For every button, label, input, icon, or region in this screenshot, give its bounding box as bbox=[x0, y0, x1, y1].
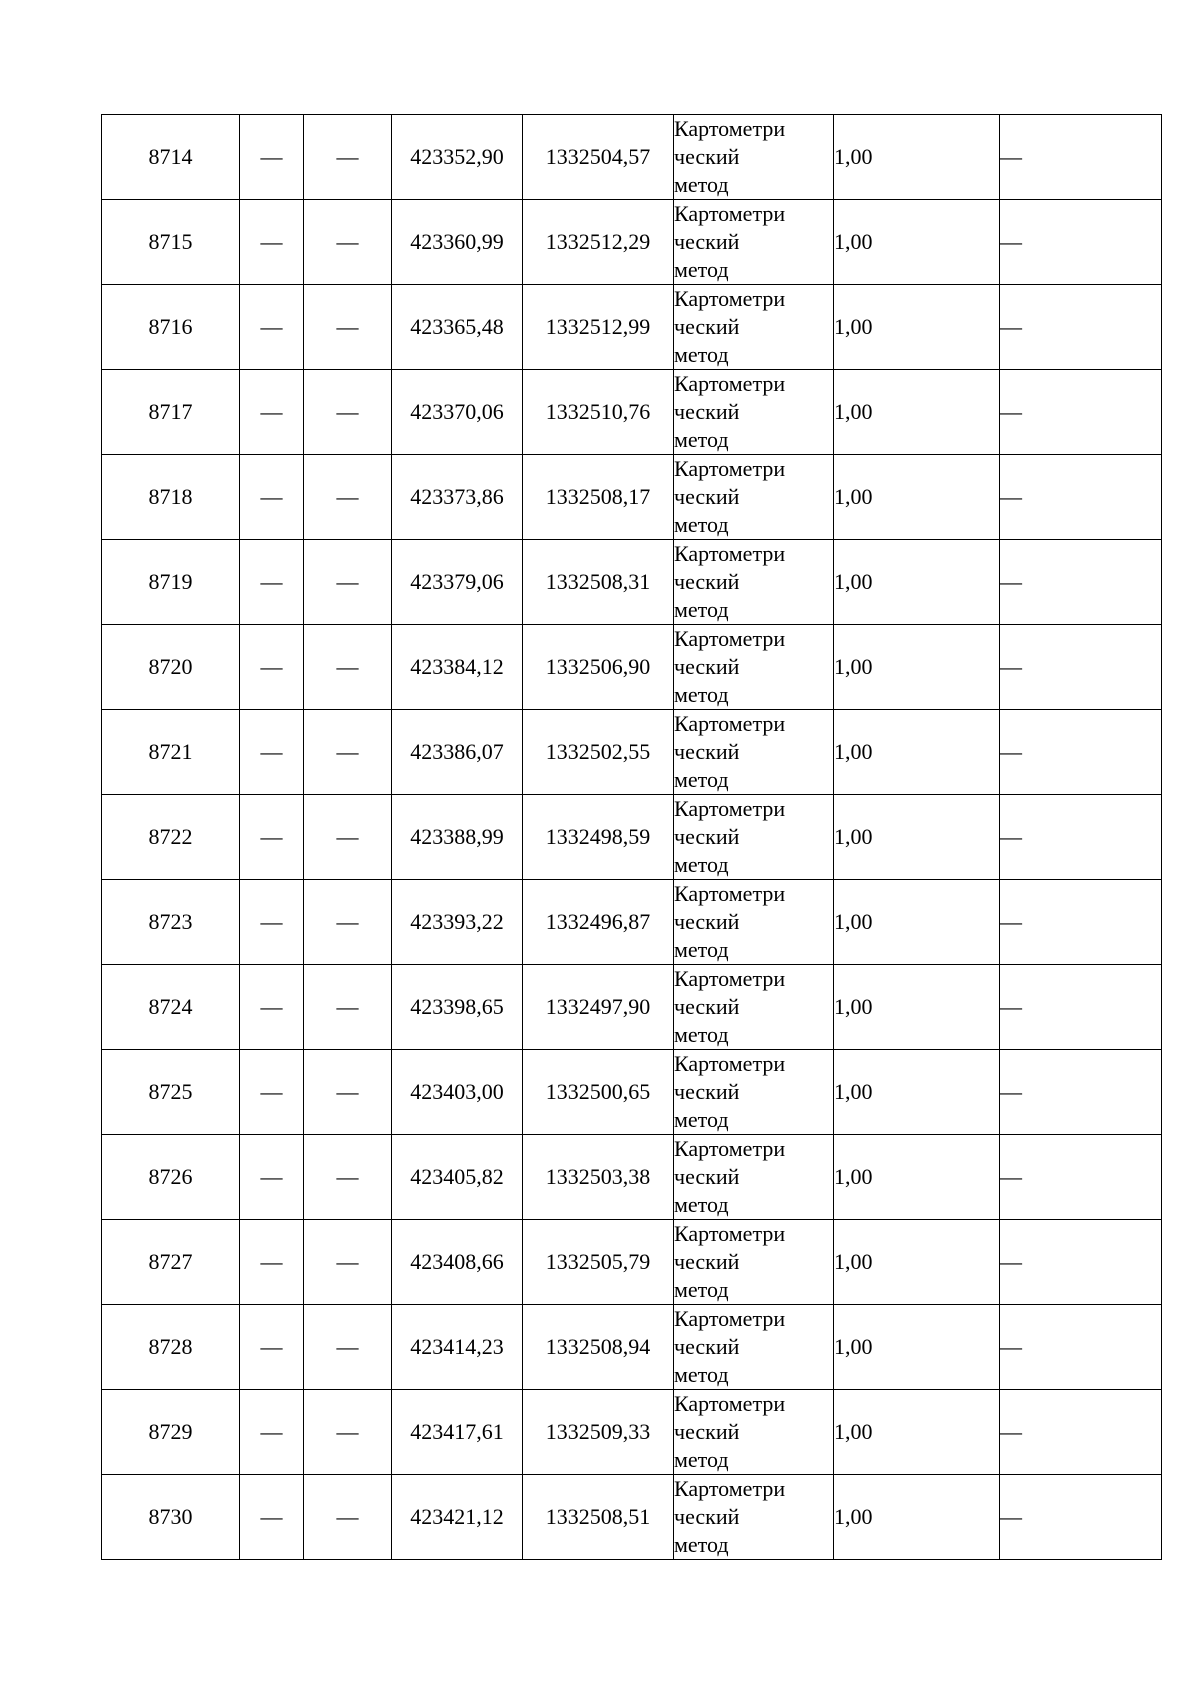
method-line: метод bbox=[674, 852, 729, 877]
point-number-cell: 8722 bbox=[102, 795, 240, 880]
method-cell bbox=[674, 1305, 834, 1390]
empty-cell: — bbox=[1000, 370, 1162, 455]
x-coordinate-cell: 423421,12 bbox=[392, 1475, 523, 1560]
point-number-cell: 8728 bbox=[102, 1305, 240, 1390]
table-row bbox=[102, 370, 1162, 455]
empty-cell: — bbox=[1000, 1390, 1162, 1475]
empty-cell: — bbox=[240, 200, 304, 285]
accuracy-cell: 1,00 bbox=[834, 965, 1000, 1050]
method-cell bbox=[674, 1220, 834, 1305]
method-line: метод bbox=[674, 1277, 729, 1302]
method-line: метод bbox=[674, 1532, 729, 1557]
empty-cell: — bbox=[240, 115, 304, 200]
y-coordinate-cell: 1332503,38 bbox=[523, 1135, 674, 1220]
accuracy-cell: 1,00 bbox=[834, 625, 1000, 710]
empty-cell: — bbox=[304, 880, 392, 965]
coordinates-table bbox=[101, 114, 1162, 1560]
y-coordinate-cell: 1332505,79 bbox=[523, 1220, 674, 1305]
point-number-cell: 8729 bbox=[102, 1390, 240, 1475]
method-line: ческий bbox=[674, 1249, 740, 1274]
x-coordinate-cell: 423417,61 bbox=[392, 1390, 523, 1475]
point-number-cell: 8720 bbox=[102, 625, 240, 710]
method-line: метод bbox=[674, 1022, 729, 1047]
empty-cell: — bbox=[1000, 1475, 1162, 1560]
method-cell bbox=[674, 285, 834, 370]
point-number-cell: 8723 bbox=[102, 880, 240, 965]
accuracy-cell: 1,00 bbox=[834, 455, 1000, 540]
table-row bbox=[102, 540, 1162, 625]
method-line: Картометри bbox=[674, 796, 786, 821]
x-coordinate-cell: 423352,90 bbox=[392, 115, 523, 200]
point-number-cell: 8721 bbox=[102, 710, 240, 795]
empty-cell: — bbox=[304, 965, 392, 1050]
empty-cell: — bbox=[1000, 540, 1162, 625]
empty-cell: — bbox=[240, 880, 304, 965]
point-number-cell: 8716 bbox=[102, 285, 240, 370]
method-line: Картометри bbox=[674, 881, 786, 906]
method-cell bbox=[674, 540, 834, 625]
point-number-cell: 8719 bbox=[102, 540, 240, 625]
method-line: метод bbox=[674, 937, 729, 962]
empty-cell: — bbox=[240, 1050, 304, 1135]
empty-cell: — bbox=[1000, 1135, 1162, 1220]
empty-cell: — bbox=[304, 625, 392, 710]
accuracy-cell: 1,00 bbox=[834, 115, 1000, 200]
method-line: ческий bbox=[674, 399, 740, 424]
method-line: метод bbox=[674, 342, 729, 367]
table-row bbox=[102, 200, 1162, 285]
accuracy-cell: 1,00 bbox=[834, 1135, 1000, 1220]
method-line: Картометри bbox=[674, 541, 786, 566]
empty-cell: — bbox=[304, 710, 392, 795]
empty-cell: — bbox=[240, 1475, 304, 1560]
method-cell bbox=[674, 115, 834, 200]
method-cell bbox=[674, 370, 834, 455]
y-coordinate-cell: 1332512,99 bbox=[523, 285, 674, 370]
method-line: ческий bbox=[674, 484, 740, 509]
empty-cell: — bbox=[304, 455, 392, 540]
table-row bbox=[102, 880, 1162, 965]
method-cell bbox=[674, 965, 834, 1050]
method-cell bbox=[674, 1135, 834, 1220]
method-cell bbox=[674, 880, 834, 965]
point-number-cell: 8715 bbox=[102, 200, 240, 285]
empty-cell: — bbox=[1000, 285, 1162, 370]
empty-cell: — bbox=[304, 1475, 392, 1560]
table-row bbox=[102, 965, 1162, 1050]
x-coordinate-cell: 423405,82 bbox=[392, 1135, 523, 1220]
empty-cell: — bbox=[304, 200, 392, 285]
y-coordinate-cell: 1332508,94 bbox=[523, 1305, 674, 1390]
empty-cell: — bbox=[240, 1135, 304, 1220]
accuracy-cell: 1,00 bbox=[834, 285, 1000, 370]
y-coordinate-cell: 1332508,51 bbox=[523, 1475, 674, 1560]
method-line: метод bbox=[674, 1107, 729, 1132]
point-number-cell: 8714 bbox=[102, 115, 240, 200]
table-row bbox=[102, 455, 1162, 540]
empty-cell: — bbox=[304, 540, 392, 625]
method-cell bbox=[674, 455, 834, 540]
method-line: ческий bbox=[674, 994, 740, 1019]
x-coordinate-cell: 423373,86 bbox=[392, 455, 523, 540]
y-coordinate-cell: 1332508,17 bbox=[523, 455, 674, 540]
y-coordinate-cell: 1332497,90 bbox=[523, 965, 674, 1050]
method-line: ческий bbox=[674, 1164, 740, 1189]
y-coordinate-cell: 1332508,31 bbox=[523, 540, 674, 625]
x-coordinate-cell: 423393,22 bbox=[392, 880, 523, 965]
method-line: метод bbox=[674, 767, 729, 792]
method-line: метод bbox=[674, 257, 729, 282]
y-coordinate-cell: 1332500,65 bbox=[523, 1050, 674, 1135]
method-line: метод bbox=[674, 682, 729, 707]
method-line: Картометри bbox=[674, 1221, 786, 1246]
method-line: ческий bbox=[674, 1079, 740, 1104]
empty-cell: — bbox=[240, 370, 304, 455]
method-line: ческий bbox=[674, 1419, 740, 1444]
x-coordinate-cell: 423398,65 bbox=[392, 965, 523, 1050]
method-cell bbox=[674, 1390, 834, 1475]
empty-cell: — bbox=[1000, 710, 1162, 795]
x-coordinate-cell: 423403,00 bbox=[392, 1050, 523, 1135]
empty-cell: — bbox=[240, 285, 304, 370]
method-line: Картометри bbox=[674, 286, 786, 311]
method-line: Картометри bbox=[674, 1476, 786, 1501]
accuracy-cell: 1,00 bbox=[834, 200, 1000, 285]
y-coordinate-cell: 1332510,76 bbox=[523, 370, 674, 455]
x-coordinate-cell: 423414,23 bbox=[392, 1305, 523, 1390]
table-body bbox=[102, 115, 1162, 1560]
method-line: ческий bbox=[674, 1504, 740, 1529]
y-coordinate-cell: 1332502,55 bbox=[523, 710, 674, 795]
empty-cell: — bbox=[240, 455, 304, 540]
table-row bbox=[102, 625, 1162, 710]
method-line: метод bbox=[674, 1192, 729, 1217]
method-line: ческий bbox=[674, 229, 740, 254]
empty-cell: — bbox=[1000, 115, 1162, 200]
method-cell bbox=[674, 710, 834, 795]
empty-cell: — bbox=[1000, 625, 1162, 710]
y-coordinate-cell: 1332496,87 bbox=[523, 880, 674, 965]
empty-cell: — bbox=[1000, 200, 1162, 285]
x-coordinate-cell: 423365,48 bbox=[392, 285, 523, 370]
accuracy-cell: 1,00 bbox=[834, 540, 1000, 625]
method-line: ческий bbox=[674, 144, 740, 169]
empty-cell: — bbox=[304, 1220, 392, 1305]
accuracy-cell: 1,00 bbox=[834, 1220, 1000, 1305]
x-coordinate-cell: 423370,06 bbox=[392, 370, 523, 455]
table-row bbox=[102, 1475, 1162, 1560]
method-line: Картометри bbox=[674, 1391, 786, 1416]
method-line: Картометри bbox=[674, 201, 786, 226]
method-line: ческий bbox=[674, 739, 740, 764]
method-line: метод bbox=[674, 1362, 729, 1387]
empty-cell: — bbox=[1000, 455, 1162, 540]
empty-cell: — bbox=[1000, 1050, 1162, 1135]
method-line: метод bbox=[674, 512, 729, 537]
table-row bbox=[102, 1135, 1162, 1220]
x-coordinate-cell: 423386,07 bbox=[392, 710, 523, 795]
accuracy-cell: 1,00 bbox=[834, 1475, 1000, 1560]
method-cell bbox=[674, 795, 834, 880]
method-line: Картометри bbox=[674, 456, 786, 481]
accuracy-cell: 1,00 bbox=[834, 1050, 1000, 1135]
method-line: Картометри bbox=[674, 1051, 786, 1076]
empty-cell: — bbox=[240, 540, 304, 625]
empty-cell: — bbox=[240, 710, 304, 795]
empty-cell: — bbox=[1000, 1220, 1162, 1305]
table-row bbox=[102, 1050, 1162, 1135]
accuracy-cell: 1,00 bbox=[834, 880, 1000, 965]
method-line: Картометри bbox=[674, 1306, 786, 1331]
method-line: Картометри bbox=[674, 116, 786, 141]
accuracy-cell: 1,00 bbox=[834, 795, 1000, 880]
table-row bbox=[102, 1305, 1162, 1390]
empty-cell: — bbox=[240, 965, 304, 1050]
y-coordinate-cell: 1332509,33 bbox=[523, 1390, 674, 1475]
empty-cell: — bbox=[240, 1390, 304, 1475]
empty-cell: — bbox=[304, 795, 392, 880]
method-cell bbox=[674, 625, 834, 710]
x-coordinate-cell: 423384,12 bbox=[392, 625, 523, 710]
method-line: метод bbox=[674, 597, 729, 622]
empty-cell: — bbox=[1000, 880, 1162, 965]
method-line: ческий bbox=[674, 654, 740, 679]
accuracy-cell: 1,00 bbox=[834, 710, 1000, 795]
method-line: метод bbox=[674, 172, 729, 197]
empty-cell: — bbox=[240, 1220, 304, 1305]
method-line: ческий bbox=[674, 824, 740, 849]
point-number-cell: 8724 bbox=[102, 965, 240, 1050]
table-row bbox=[102, 1390, 1162, 1475]
accuracy-cell: 1,00 bbox=[834, 1305, 1000, 1390]
y-coordinate-cell: 1332506,90 bbox=[523, 625, 674, 710]
method-line: ческий bbox=[674, 569, 740, 594]
point-number-cell: 8727 bbox=[102, 1220, 240, 1305]
point-number-cell: 8726 bbox=[102, 1135, 240, 1220]
table-row bbox=[102, 795, 1162, 880]
accuracy-cell: 1,00 bbox=[834, 1390, 1000, 1475]
empty-cell: — bbox=[304, 1390, 392, 1475]
method-line: ческий bbox=[674, 909, 740, 934]
table-row bbox=[102, 115, 1162, 200]
table-row bbox=[102, 285, 1162, 370]
x-coordinate-cell: 423408,66 bbox=[392, 1220, 523, 1305]
method-cell bbox=[674, 1050, 834, 1135]
empty-cell: — bbox=[1000, 965, 1162, 1050]
method-line: Картометри bbox=[674, 966, 786, 991]
x-coordinate-cell: 423360,99 bbox=[392, 200, 523, 285]
empty-cell: — bbox=[304, 1050, 392, 1135]
method-cell bbox=[674, 1475, 834, 1560]
table-row bbox=[102, 1220, 1162, 1305]
y-coordinate-cell: 1332504,57 bbox=[523, 115, 674, 200]
empty-cell: — bbox=[240, 795, 304, 880]
table-row bbox=[102, 710, 1162, 795]
empty-cell: — bbox=[1000, 1305, 1162, 1390]
x-coordinate-cell: 423379,06 bbox=[392, 540, 523, 625]
empty-cell: — bbox=[304, 1305, 392, 1390]
accuracy-cell: 1,00 bbox=[834, 370, 1000, 455]
method-line: ческий bbox=[674, 1334, 740, 1359]
point-number-cell: 8718 bbox=[102, 455, 240, 540]
method-line: Картометри bbox=[674, 371, 786, 396]
method-line: Картометри bbox=[674, 711, 786, 736]
empty-cell: — bbox=[240, 1305, 304, 1390]
x-coordinate-cell: 423388,99 bbox=[392, 795, 523, 880]
method-line: Картометри bbox=[674, 626, 786, 651]
empty-cell: — bbox=[304, 115, 392, 200]
method-cell bbox=[674, 200, 834, 285]
point-number-cell: 8717 bbox=[102, 370, 240, 455]
method-line: Картометри bbox=[674, 1136, 786, 1161]
method-line: метод bbox=[674, 427, 729, 452]
empty-cell: — bbox=[304, 285, 392, 370]
y-coordinate-cell: 1332498,59 bbox=[523, 795, 674, 880]
empty-cell: — bbox=[304, 370, 392, 455]
method-line: метод bbox=[674, 1447, 729, 1472]
empty-cell: — bbox=[240, 625, 304, 710]
point-number-cell: 8725 bbox=[102, 1050, 240, 1135]
empty-cell: — bbox=[1000, 795, 1162, 880]
y-coordinate-cell: 1332512,29 bbox=[523, 200, 674, 285]
point-number-cell: 8730 bbox=[102, 1475, 240, 1560]
empty-cell: — bbox=[304, 1135, 392, 1220]
method-line: ческий bbox=[674, 314, 740, 339]
